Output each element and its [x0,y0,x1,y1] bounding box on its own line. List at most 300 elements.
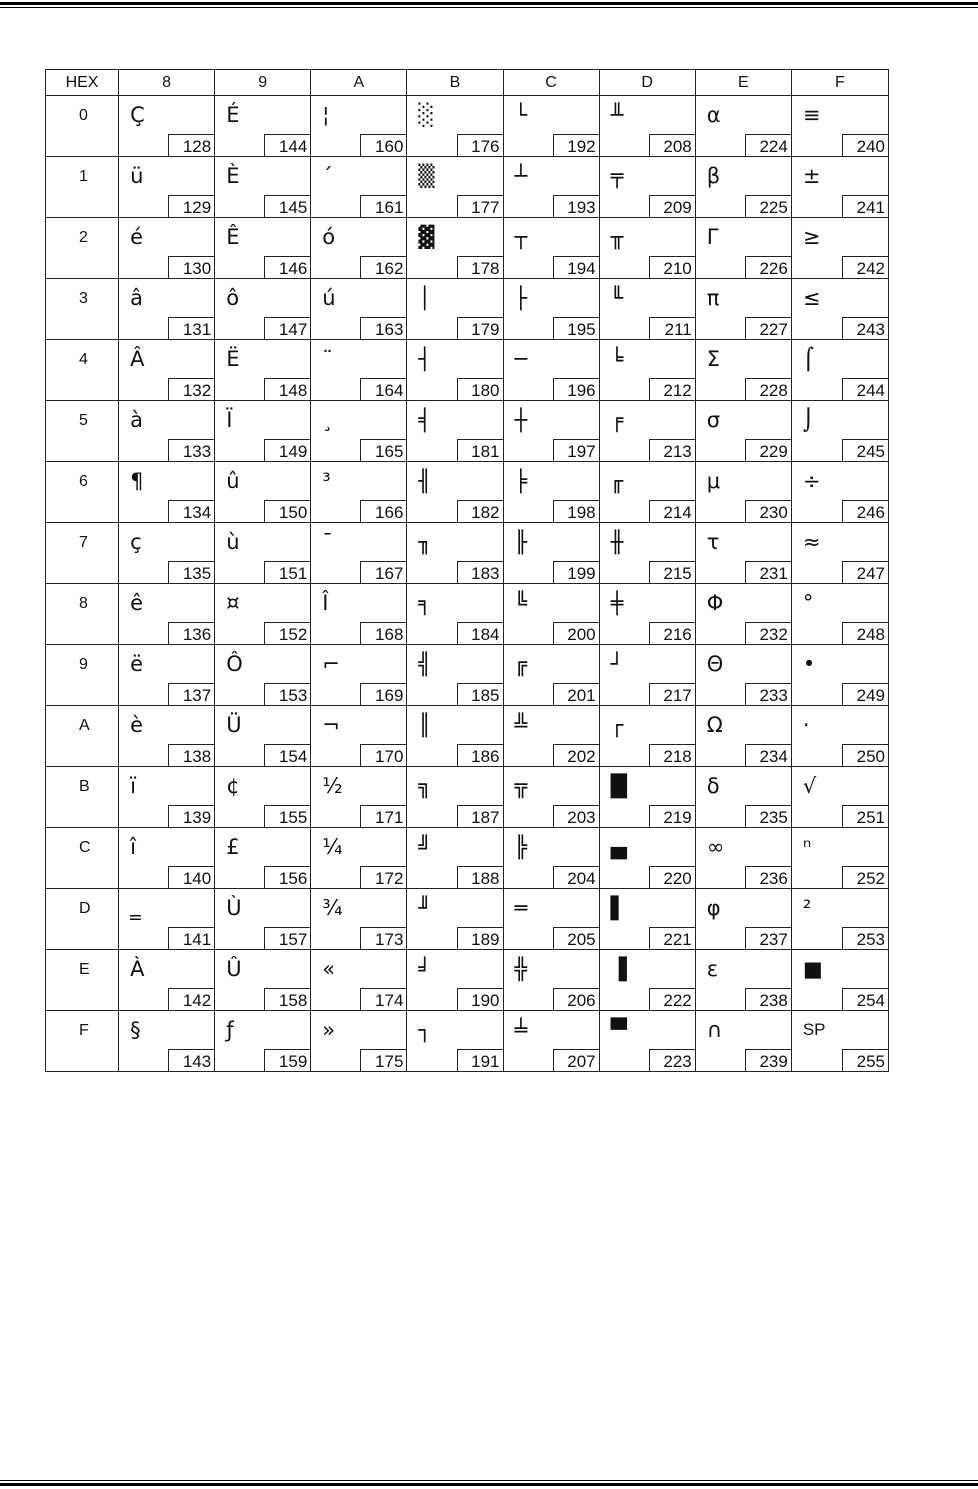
char-cell [791,340,888,401]
decimal-code: 168 [360,622,407,645]
char-glyph: è [130,713,143,737]
char-glyph: ■ [802,957,823,981]
char-glyph: ╤ [610,164,624,188]
char-glyph: ╬ [514,957,528,981]
char-glyph: à [130,408,143,432]
row-hex-text: 6 [79,473,88,490]
decimal-code: 188 [457,866,504,889]
decimal-code: 231 [745,561,792,584]
decimal-code: 177 [457,195,504,218]
table-row [46,340,889,401]
char-cell [119,645,215,706]
char-glyph: Î [322,591,329,615]
char-cell [599,523,695,584]
char-cell [599,401,695,462]
char-glyph: ó [322,225,336,249]
decimal-code: 240 [842,134,889,157]
char-glyph: ü [130,164,144,188]
char-glyph: ╧ [514,1018,528,1042]
char-glyph: ┬ [514,225,528,249]
row-hex-text: 7 [79,534,88,551]
char-glyph: ² [802,896,812,920]
char-cell [407,889,503,950]
table-row [46,218,889,279]
decimal-code: 139 [168,805,215,828]
decimal-code: 169 [360,683,407,706]
row-hex-text: F [79,1022,89,1039]
char-cell [119,96,215,157]
decimal-code: 163 [360,317,407,340]
char-cell [311,584,407,645]
char-glyph: Ü [226,713,242,737]
char-cell [503,889,599,950]
row-hex-label [46,340,119,401]
decimal-code: 140 [168,866,215,889]
char-glyph: · [802,713,810,737]
char-glyph: ¤ [226,591,240,615]
header-col: 8 [119,70,215,96]
char-cell [407,96,503,157]
decimal-code: 136 [168,622,215,645]
char-glyph: φ [706,896,721,920]
char-glyph: « [322,957,336,981]
decimal-code: 164 [360,378,407,401]
char-glyph: Γ [706,225,719,249]
decimal-code: 156 [264,866,311,889]
row-hex-label [46,889,119,950]
char-cell [791,96,888,157]
char-glyph: ─ [514,347,528,371]
char-cell [119,828,215,889]
row-hex-label [46,767,119,828]
char-cell [119,1011,215,1072]
row-hex-label [46,1011,119,1072]
char-glyph: ╖ [418,530,432,554]
char-glyph: ⌡ [802,408,814,432]
char-glyph: ╓ [610,469,624,493]
decimal-code: 132 [168,378,215,401]
decimal-code: 237 [745,927,792,950]
char-glyph: Θ [706,652,724,676]
char-cell [503,828,599,889]
char-glyph: ░ [418,103,435,127]
row-hex-text: 9 [79,656,88,673]
decimal-code: 208 [649,134,696,157]
char-cell [599,584,695,645]
decimal-code: 146 [264,256,311,279]
decimal-code: 252 [842,866,889,889]
char-cell [311,462,407,523]
char-cell [695,462,791,523]
char-cell [791,279,888,340]
char-cell [503,462,599,523]
decimal-code: 190 [457,988,504,1011]
char-glyph: ╥ [610,225,624,249]
char-glyph: ╠ [514,835,528,859]
decimal-code: 212 [649,378,696,401]
char-cell [791,950,888,1011]
table-row [46,584,889,645]
char-glyph: SP [802,1020,826,1039]
char-cell [119,706,215,767]
char-cell [503,218,599,279]
header-col: B [407,70,503,96]
row-hex-text: 5 [79,412,88,429]
decimal-code: 176 [457,134,504,157]
row-hex-label [46,523,119,584]
char-glyph: ┼ [514,408,528,432]
decimal-code: 216 [649,622,696,645]
char-cell [407,401,503,462]
char-glyph: ▐ [610,957,627,981]
decimal-code: 184 [457,622,504,645]
char-glyph: ┌ [610,713,624,737]
row-hex-text: 3 [79,290,88,307]
char-glyph: ║ [418,713,432,737]
char-cell [791,645,888,706]
decimal-code: 162 [360,256,407,279]
char-glyph: ╚ [514,591,528,615]
decimal-code: 203 [553,805,600,828]
decimal-code: 147 [264,317,311,340]
char-glyph: ╛ [418,957,432,981]
char-cell [311,401,407,462]
char-glyph: ╞ [514,469,528,493]
decimal-code: 170 [360,744,407,767]
char-glyph: ╡ [418,408,432,432]
decimal-code: 181 [457,439,504,462]
decimal-code: 187 [457,805,504,828]
char-cell [119,218,215,279]
table-row [46,523,889,584]
char-glyph: σ [706,408,721,432]
row-hex-text: C [79,839,91,856]
char-glyph: £ [226,835,240,859]
char-glyph: ê [130,591,143,615]
decimal-code: 250 [842,744,889,767]
char-cell [503,340,599,401]
char-cell [215,157,311,218]
header-col: 9 [215,70,311,96]
char-cell [695,767,791,828]
char-cell [791,584,888,645]
decimal-code: 142 [168,988,215,1011]
decimal-code: 185 [457,683,504,706]
char-cell [311,523,407,584]
char-cell [791,1011,888,1072]
char-glyph: Ω [706,713,723,737]
char-cell [503,157,599,218]
decimal-code: 145 [264,195,311,218]
char-cell [215,1011,311,1072]
decimal-code: 131 [168,317,215,340]
char-cell [695,218,791,279]
decimal-code: 253 [842,927,889,950]
char-glyph: § [130,1018,141,1042]
decimal-code: 236 [745,866,792,889]
char-cell [215,462,311,523]
decimal-code: 201 [553,683,600,706]
decimal-code: 222 [649,988,696,1011]
char-cell [119,157,215,218]
decimal-code: 155 [264,805,311,828]
table-row [46,157,889,218]
char-cell [791,157,888,218]
char-cell [599,279,695,340]
decimal-code: 133 [168,439,215,462]
decimal-code: 158 [264,988,311,1011]
decimal-code: 194 [553,256,600,279]
char-cell [599,828,695,889]
char-glyph: ¶ [130,469,144,493]
char-cell [503,523,599,584]
char-glyph: ≡ [802,103,821,127]
decimal-code: 135 [168,561,215,584]
char-glyph: ε [706,957,719,981]
decimal-code: 154 [264,744,311,767]
char-glyph: Ç [130,103,145,127]
char-glyph: ± [802,164,821,188]
char-cell [791,706,888,767]
char-glyph: É [226,103,240,127]
decimal-code: 159 [264,1049,311,1072]
row-hex-label [46,584,119,645]
decimal-code: 227 [745,317,792,340]
row-hex-text: B [79,778,90,795]
row-hex-label [46,157,119,218]
decimal-code: 246 [842,500,889,523]
char-glyph: À [130,957,145,981]
char-glyph: ï [130,774,136,798]
char-cell [311,828,407,889]
decimal-code: 238 [745,988,792,1011]
decimal-code: 209 [649,195,696,218]
char-cell [215,706,311,767]
row-hex-text: 8 [79,595,88,612]
decimal-code: 199 [553,561,600,584]
char-glyph: Ï [226,408,233,432]
char-cell [599,218,695,279]
decimal-code: 224 [745,134,792,157]
char-cell [311,645,407,706]
decimal-code: 228 [745,378,792,401]
decimal-code: 141 [168,927,215,950]
header-col: D [599,70,695,96]
decimal-code: 255 [842,1049,889,1072]
row-hex-label [46,950,119,1011]
decimal-code: 213 [649,439,696,462]
char-glyph: ç [130,530,142,554]
char-glyph: ╜ [418,896,432,920]
char-cell [791,401,888,462]
char-glyph: ═ [514,896,528,920]
table-row [46,767,889,828]
char-cell [791,218,888,279]
char-cell [407,340,503,401]
char-cell [215,401,311,462]
row-hex-text: E [79,961,90,978]
decimal-code: 144 [264,134,311,157]
bottom-rule [0,1480,978,1486]
row-hex-label [46,218,119,279]
decimal-code: 182 [457,500,504,523]
decimal-code: 192 [553,134,600,157]
char-cell [311,218,407,279]
char-glyph: ´ [322,164,333,188]
decimal-code: 189 [457,927,504,950]
char-cell [407,462,503,523]
char-glyph: ╨ [610,103,624,127]
char-glyph: é [130,225,143,249]
table-row [46,279,889,340]
char-cell [695,706,791,767]
char-cell [407,157,503,218]
char-glyph: â [130,286,143,310]
char-cell [119,279,215,340]
char-glyph: ╘ [610,347,624,371]
decimal-code: 226 [745,256,792,279]
decimal-code: 254 [842,988,889,1011]
table-row [46,96,889,157]
decimal-code: 215 [649,561,696,584]
decimal-code: 165 [360,439,407,462]
char-cell [119,340,215,401]
decimal-code: 129 [168,195,215,218]
char-glyph: ÷ [802,469,821,493]
decimal-code: 233 [745,683,792,706]
char-cell [791,523,888,584]
char-glyph: ┐ [418,1018,432,1042]
char-cell [599,950,695,1011]
char-cell [119,889,215,950]
char-glyph: ú [322,286,336,310]
decimal-code: 210 [649,256,696,279]
top-rule [0,2,978,8]
decimal-code: 148 [264,378,311,401]
char-cell [503,584,599,645]
char-glyph: ╫ [610,530,624,554]
char-cell [599,1011,695,1072]
row-hex-text: A [79,717,90,734]
header-col: C [503,70,599,96]
char-glyph: ├ [514,286,528,310]
char-glyph: ‗ [130,896,141,920]
char-cell [215,279,311,340]
decimal-code: 245 [842,439,889,462]
row-hex-label [46,828,119,889]
char-glyph: ╔ [514,652,528,676]
char-cell [119,767,215,828]
char-cell [407,218,503,279]
char-cell [695,645,791,706]
decimal-code: 178 [457,256,504,279]
decimal-code: 172 [360,866,407,889]
char-cell [791,462,888,523]
char-cell [503,645,599,706]
char-cell [215,889,311,950]
decimal-code: 223 [649,1049,696,1072]
char-glyph: ╝ [418,835,432,859]
char-cell [503,1011,599,1072]
char-cell [119,584,215,645]
decimal-code: 241 [842,195,889,218]
decimal-code: 183 [457,561,504,584]
decimal-code: 161 [360,195,407,218]
char-glyph: ô [226,286,240,310]
char-cell [791,889,888,950]
char-glyph: ≤ [802,286,821,310]
row-hex-label [46,401,119,462]
char-glyph: • [802,652,816,676]
char-cell [791,828,888,889]
char-glyph: ∞ [706,835,725,859]
char-glyph: î [130,835,136,859]
decimal-code: 173 [360,927,407,950]
decimal-code: 230 [745,500,792,523]
char-glyph: ¾ [322,896,343,920]
char-glyph: α [706,103,721,127]
char-glyph: μ [706,469,721,493]
decimal-code: 220 [649,866,696,889]
char-cell [215,950,311,1011]
char-cell [215,645,311,706]
header-row [46,70,889,96]
char-glyph: ¨ [322,347,333,371]
decimal-code: 232 [745,622,792,645]
char-glyph: ⌐ [322,652,340,676]
decimal-code: 128 [168,134,215,157]
char-glyph: ù [226,530,240,554]
char-glyph: Â [130,347,145,371]
decimal-code: 151 [264,561,311,584]
decimal-code: 225 [745,195,792,218]
char-cell [695,523,791,584]
char-glyph: ¯ [322,530,333,554]
header-col: A [311,70,407,96]
char-cell [695,889,791,950]
char-cell [311,340,407,401]
char-glyph: » [322,1018,336,1042]
char-glyph: û [226,469,240,493]
row-hex-label [46,645,119,706]
decimal-code: 197 [553,439,600,462]
char-glyph: Ô [226,652,243,676]
header-hex: HEX [46,70,119,96]
decimal-code: 214 [649,500,696,523]
decimal-code: 193 [553,195,600,218]
decimal-code: 204 [553,866,600,889]
char-glyph: ╟ [514,530,528,554]
char-glyph: │ [418,286,432,310]
char-glyph: È [226,164,240,188]
char-glyph: ╕ [418,591,432,615]
char-cell [407,645,503,706]
char-cell [503,279,599,340]
char-cell [215,767,311,828]
char-cell [311,889,407,950]
char-cell [791,767,888,828]
decimal-code: 137 [168,683,215,706]
char-cell [695,401,791,462]
char-cell [407,279,503,340]
table-row [46,462,889,523]
char-cell [599,340,695,401]
character-code-table [45,69,889,1072]
table-row [46,889,889,950]
char-glyph: └ [514,103,528,127]
decimal-code: 157 [264,927,311,950]
char-cell [695,584,791,645]
